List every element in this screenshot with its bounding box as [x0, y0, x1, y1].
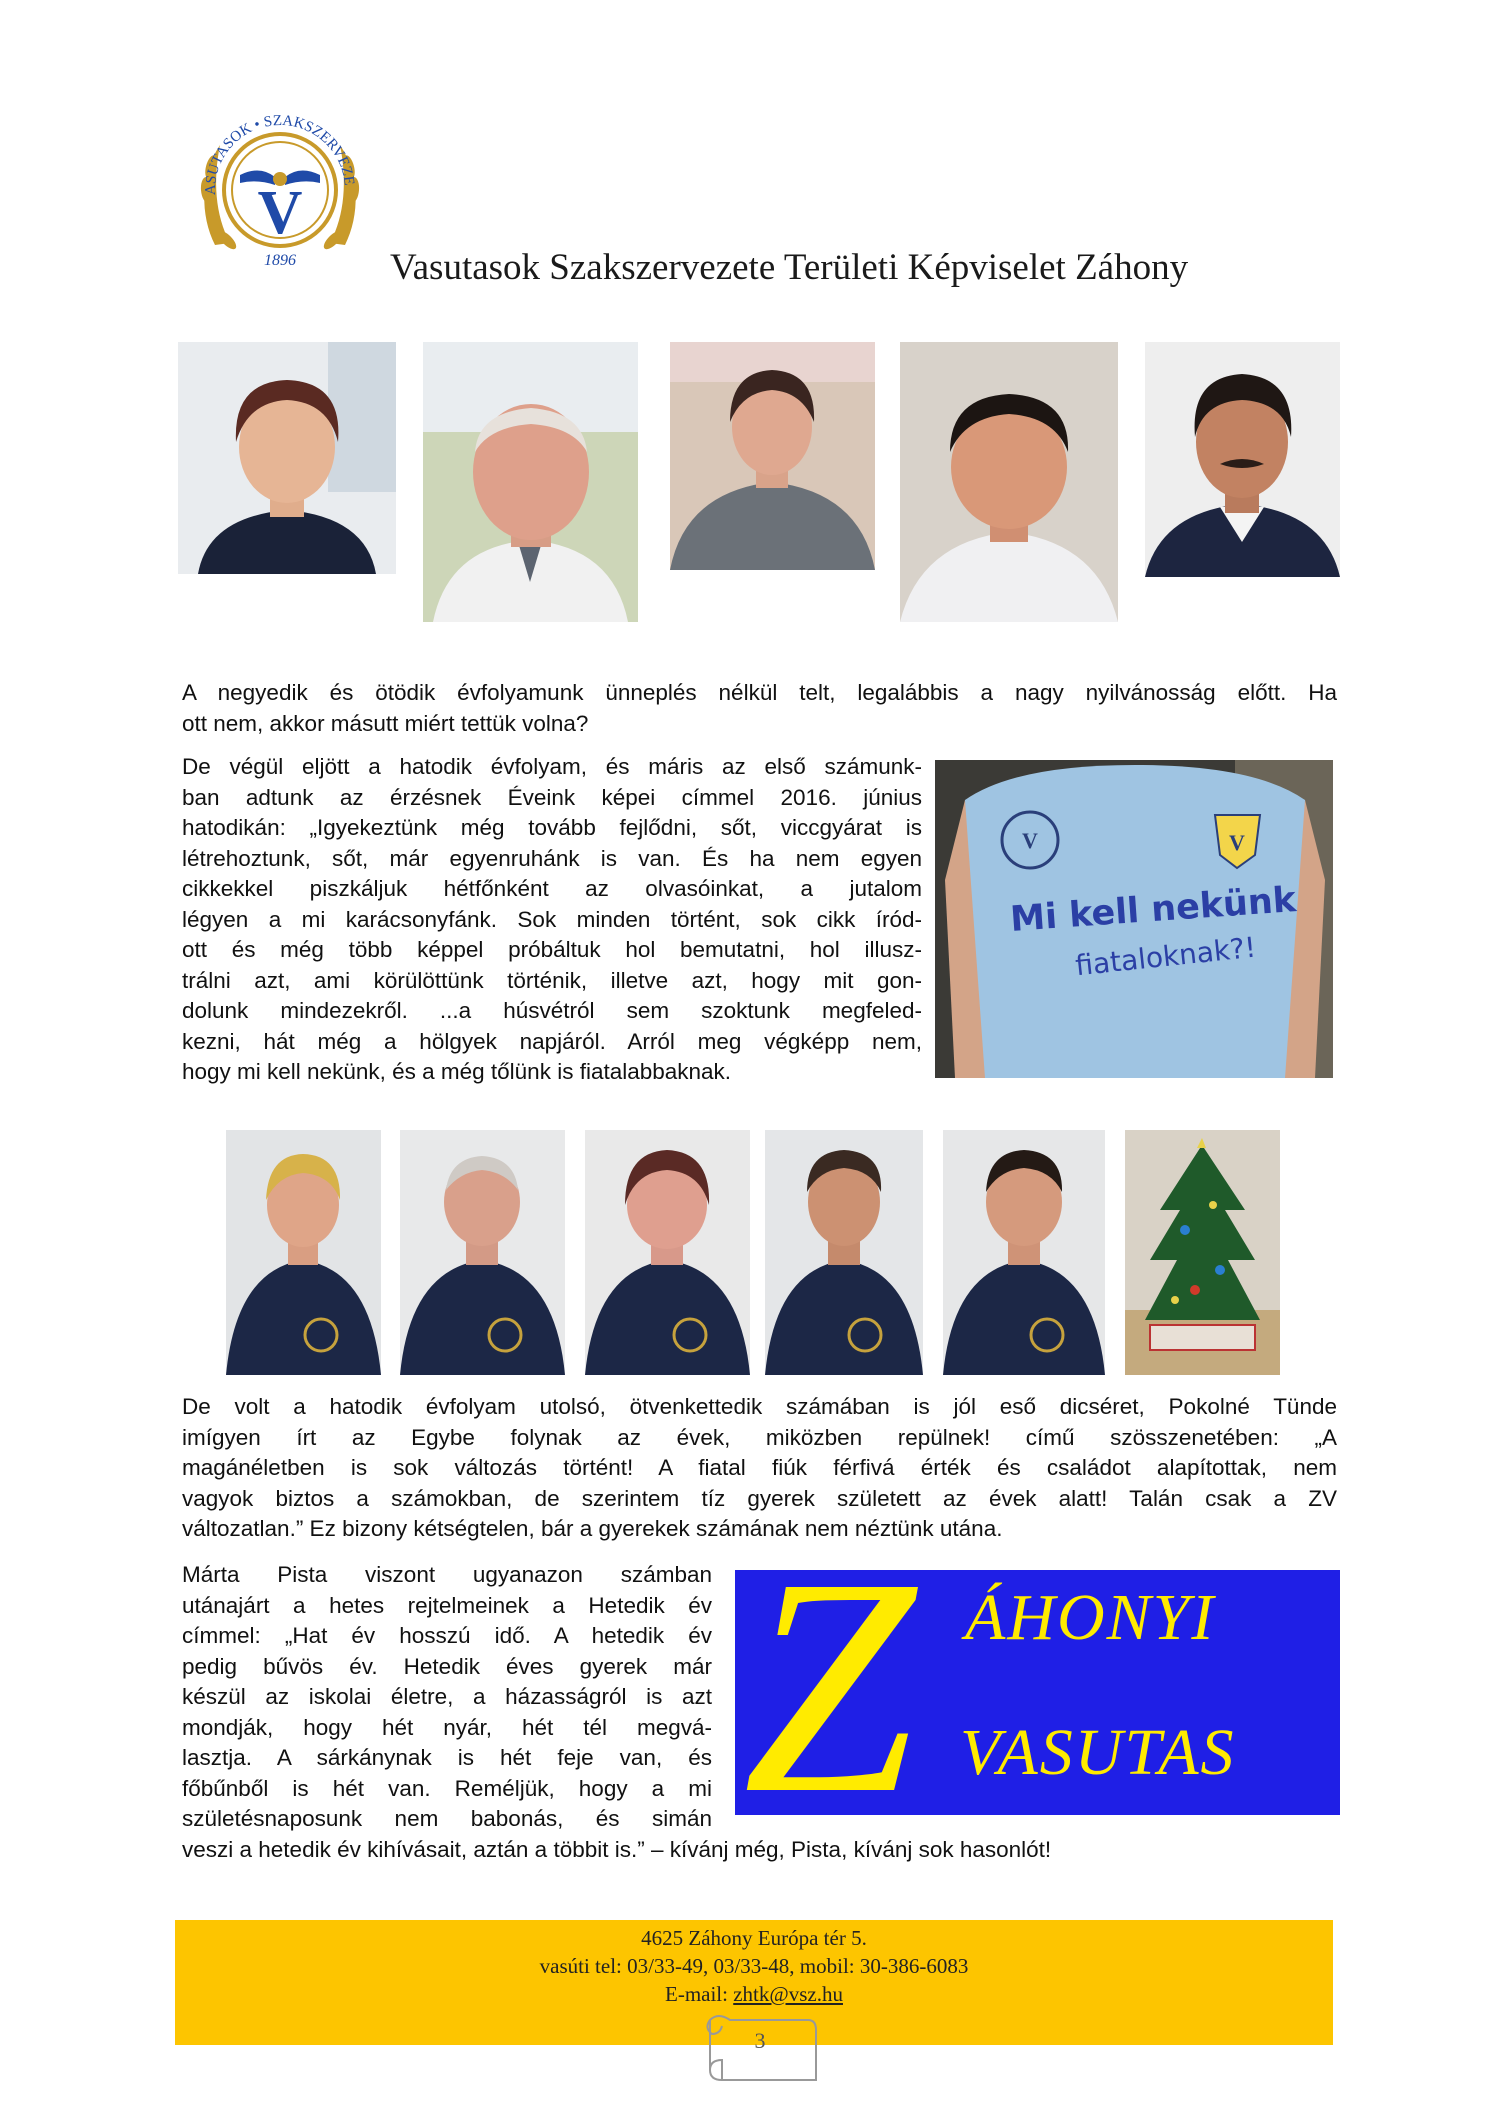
- paragraph-seventh-year-last-line: veszi a hetedik év kihívásait, aztán a többit is.” – kívánj még, Pista, kívánj sok hasonlót!: [182, 1837, 1052, 1862]
- banner-word-2: VASUTAS: [960, 1716, 1236, 1789]
- portrait-photo-4: [900, 342, 1118, 622]
- tshirt-slogan-line1: Mi kell nekünk: [1008, 880, 1298, 940]
- svg-text:V: V: [1022, 828, 1038, 853]
- footer-email-link[interactable]: zhtk@vsz.hu: [733, 1982, 843, 2006]
- footer-email-label: E-mail:: [665, 1982, 734, 2006]
- logo-year: 1896: [264, 252, 296, 269]
- footer-address: 4625 Záhony Európa tér 5.: [641, 1926, 867, 1950]
- portrait-photo-3: [670, 342, 875, 570]
- portrait-photo-5: [1145, 342, 1340, 577]
- tshirt-photo: [935, 760, 1333, 1078]
- tshirt-slogan-line2: fiataloknak?!: [1073, 930, 1258, 983]
- zahonyi-vasutas-banner: [735, 1570, 1340, 1815]
- uniform-photo-3: [585, 1130, 750, 1375]
- paragraph-praise: De volt a hatodik évfolyam utolsó, ötvenkettedik számában is jól eső dicséret, Pokolné Tünde imígyen írt az Egybe folynak az évek, miközben repülnek! című szösszenetében: „A magánéletben is sok változás történt! A fiatal fiúk férfivá érték és családot alapítottak, nem vagyok biztos a számokban, de szerintem tíz gyerek született az évek alatt! Talán csak a ZV változatlan.” Ez bizony kétségtelen, bár a gyerekek számának nem néztünk utána.: [182, 1394, 1337, 1541]
- portrait-photo-2: [423, 342, 638, 622]
- page-title: Vasutasok Szakszervezete Területi Képviselet Záhony: [390, 247, 1189, 288]
- banner-word-1: ÁHONYI: [965, 1581, 1216, 1654]
- banner-big-letter: Z: [743, 1570, 916, 1815]
- footer-email-line: [175, 1982, 1333, 2007]
- svg-text:V: V: [1229, 830, 1245, 855]
- uniform-photo-5: [943, 1130, 1105, 1375]
- christmas-tree-photo: [1125, 1130, 1280, 1375]
- page-number: 3: [754, 2028, 766, 2053]
- uniform-photo-2: [400, 1130, 565, 1375]
- portrait-photo-1: [178, 342, 396, 574]
- footer-phones: vasúti tel: 03/33-49, 03/33-48, mobil: 30-386-6083: [539, 1954, 969, 1978]
- svg-text:VASUTASOK • SZAKSZERVEZETE: ASUTASOK • SZAKSZERVEZE: [202, 112, 357, 196]
- paragraph-sixth-volume: De végül eljött a hatodik évfolyam, és máris az első számunk- ban adtunk az érzésnek Éveink képei címmel 2016. június hatodikán: „Igyekeztünk még tovább fejlődni, sőt, viccgyárat is létrehoztunk, sőt, már egyenruhánk is van. És ha nem egyen cikkekkel piszkáljuk hétfőnként az olvasóinkat, a jutalom légyen a mi karácsonyfánk. Sok minden történt, sok cikk íród- ott és még több képpel próbáltuk hol bemutatni, hol illusz- trálni azt, ami körülöttünk történik, illetve azt, hogy mit gon- dolunk mindezekről. ...a húsvétról sem szoktunk megfeled- kezni, hát még a hölgyek napjáról. Arról meg végképp nem, hogy mi kell nekünk, és a még tőlünk is fiatalabbaknak.: [182, 754, 922, 1084]
- paragraph-intro: A negyedik és ötödik évfolyamunk ünneplés nélkül telt, legalábbis a nagy nyilvánosság előtt. Ha ott nem, akkor másutt miért tettük volna?: [182, 680, 1337, 736]
- logo-letter: V: [257, 179, 303, 247]
- uniform-photo-4: [765, 1130, 923, 1375]
- union-logo: [185, 95, 375, 285]
- uniform-photo-1: [226, 1130, 381, 1375]
- paragraph-seventh-year: Márta Pista viszont ugyanazon számban utánajárt a hetes rejtelmeinek a Hetedik év címmel: „Hat év hosszú idő. A hetedik év pedig bűvös év. Hetedik éves gyerek már készül az iskolai életre, a házasságról is azt mondják, hogy hét nyár, hét tél megvá- lasztja. A sárkánynak is hét feje van, és főbűnből is hét van. Reméljük, hogy a mi születésnaposunk nem babonás, és simán: [182, 1562, 712, 1831]
